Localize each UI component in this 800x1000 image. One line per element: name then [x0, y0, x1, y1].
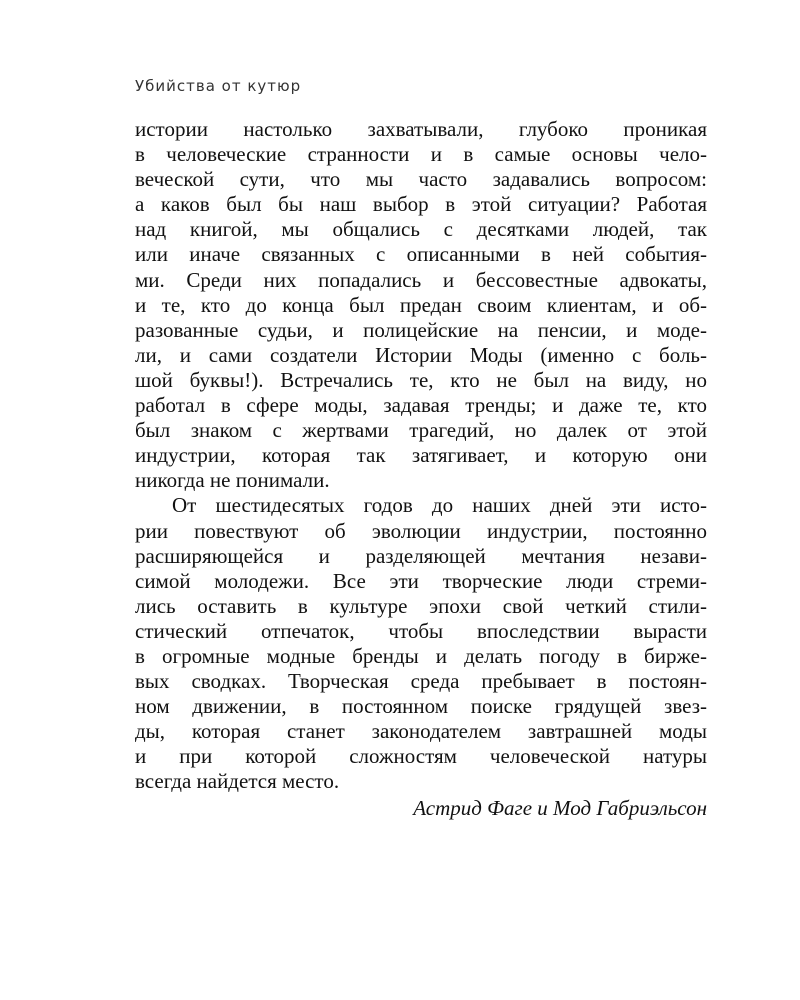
- text-line: в человеческие странности и в самые основы чело-: [135, 142, 707, 167]
- text-line: или иначе связанных с описанными в ней события-: [135, 242, 707, 267]
- running-head: Убийства от кутюр: [135, 77, 302, 95]
- text-line: вых сводках. Творческая среда пребывает в постоян-: [135, 669, 707, 694]
- text-line: лись оставить в культуре эпохи свой четкий стили-: [135, 593, 707, 618]
- text-line: в огромные модные бренды и делать погоду в бирже-: [135, 643, 707, 668]
- text-line: индустрии, которая так затягивает, и которую они: [135, 443, 707, 468]
- author-signature: Астрид Фаге и Мод Габриэльсон: [413, 795, 707, 820]
- text-line: ли, и сами создатели Истории Моды (именно с боль-: [135, 342, 707, 367]
- text-line: а каков был бы наш выбор в этой ситуации? Работая: [135, 192, 707, 217]
- text-line: работал в сфере моды, задавая тренды; и даже те, кто: [135, 393, 707, 418]
- text-line: над книгой, мы общались с десятками людей, так: [135, 217, 707, 242]
- paragraph-1: [135, 117, 707, 493]
- text-line: симой молодежи. Все эти творческие люди стреми-: [135, 568, 707, 593]
- text-line: рии повествуют об эволюции индустрии, постоянно: [135, 518, 707, 543]
- text-line: никогда не понимали.: [135, 468, 330, 493]
- text-line: ды, которая станет законодателем завтрашней моды: [135, 719, 707, 744]
- text-line: веческой сути, что мы часто задавались вопросом:: [135, 167, 707, 192]
- paragraph-2: [135, 493, 707, 794]
- text-line: расширяющейся и разделяющей мечтания незави-: [135, 543, 707, 568]
- text-line: был знаком с жертвами трагедий, но далек от этой: [135, 418, 707, 443]
- text-line: и те, кто до конца был предан своим клиентам, и об-: [135, 292, 707, 317]
- text-line: ми. Среди них попадались и бессовестные адвокаты,: [135, 267, 707, 292]
- text-line: От шестидесятых годов до наших дней эти исто-: [172, 493, 707, 518]
- text-line: всегда найдется место.: [135, 769, 340, 794]
- text-line: разованные судьи, и полицейские на пенсии, и моде-: [135, 317, 707, 342]
- text-line: стический отпечаток, чтобы впоследствии вырасти: [135, 618, 707, 643]
- text-line: ном движении, в постоянном поиске грядущей звез-: [135, 694, 707, 719]
- text-line: шой буквы!). Встречались те, кто не был на виду, но: [135, 367, 707, 392]
- body-text: [135, 117, 707, 821]
- text-line: и при которой сложностям человеческой натуры: [135, 744, 707, 769]
- text-line: истории настолько захватывали, глубоко проникая: [135, 117, 707, 141]
